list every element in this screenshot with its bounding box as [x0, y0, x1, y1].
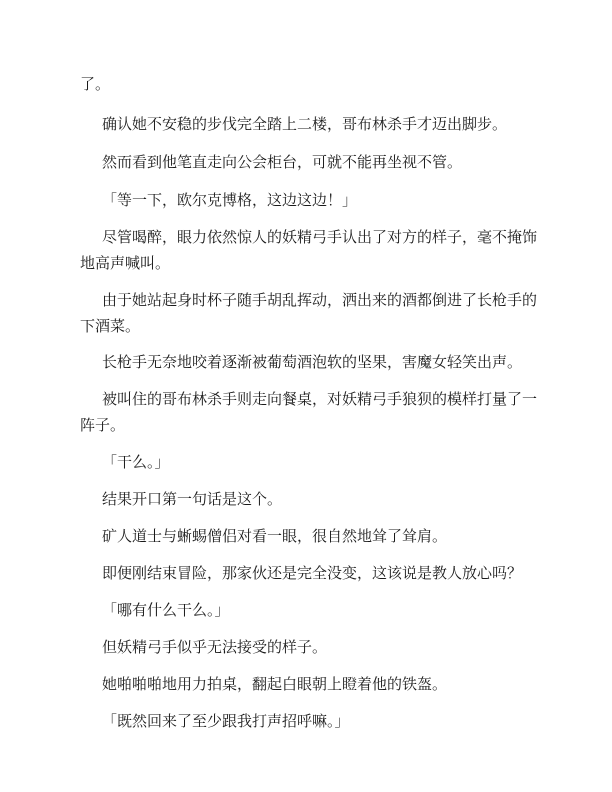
- paragraph-7: 长枪手无奈地咬着逐渐被葡萄酒泡软的坚果，害魔女轻笑出声。: [102, 353, 523, 371]
- paragraph-4: 「等一下，欧尔克博格，这边这边！」: [102, 191, 358, 209]
- paragraph-14: 但妖精弓手似乎无法接受的样子。: [102, 638, 328, 656]
- paragraph-9: 「干么。」: [102, 453, 170, 471]
- paragraph-6: 由于她站起身时杯子随手胡乱挥动，洒出来的酒都倒进了长枪手的下酒菜。: [80, 291, 538, 335]
- paragraph-3: 然而看到他笔直走向公会柜台，可就不能再坐视不管。: [102, 153, 463, 171]
- paragraph-10: 结果开口第一句话是这个。: [102, 490, 283, 508]
- paragraph-13: 「哪有什么干么。」: [102, 601, 230, 619]
- paragraph-16: 「既然回来了至少跟我打声招呼嘛。」: [102, 712, 350, 730]
- paragraph-5: 尽管喝醉，眼力依然惊人的妖精弓手认出了对方的样子，毫不掩饰地高声喊叫。: [80, 228, 538, 272]
- paragraph-2: 确认她不安稳的步伐完全踏上二楼，哥布林杀手才迈出脚步。: [102, 115, 508, 133]
- paragraph-8: 被叫住的哥布林杀手则走向餐桌，对妖精弓手狼狈的模样打量了一阵子。: [80, 390, 538, 434]
- paragraph-15: 她啪啪啪地用力拍桌，翻起白眼朝上瞪着他的铁盔。: [102, 675, 448, 693]
- paragraph-1: 了。: [80, 75, 111, 93]
- paragraph-12: 即便刚结束冒险，那家伙还是完全没变，这该说是教人放心吗？: [102, 564, 523, 582]
- paragraph-11: 矿人道士与蜥蜴僧侣对看一眼，很自然地耸了耸肩。: [102, 527, 448, 545]
